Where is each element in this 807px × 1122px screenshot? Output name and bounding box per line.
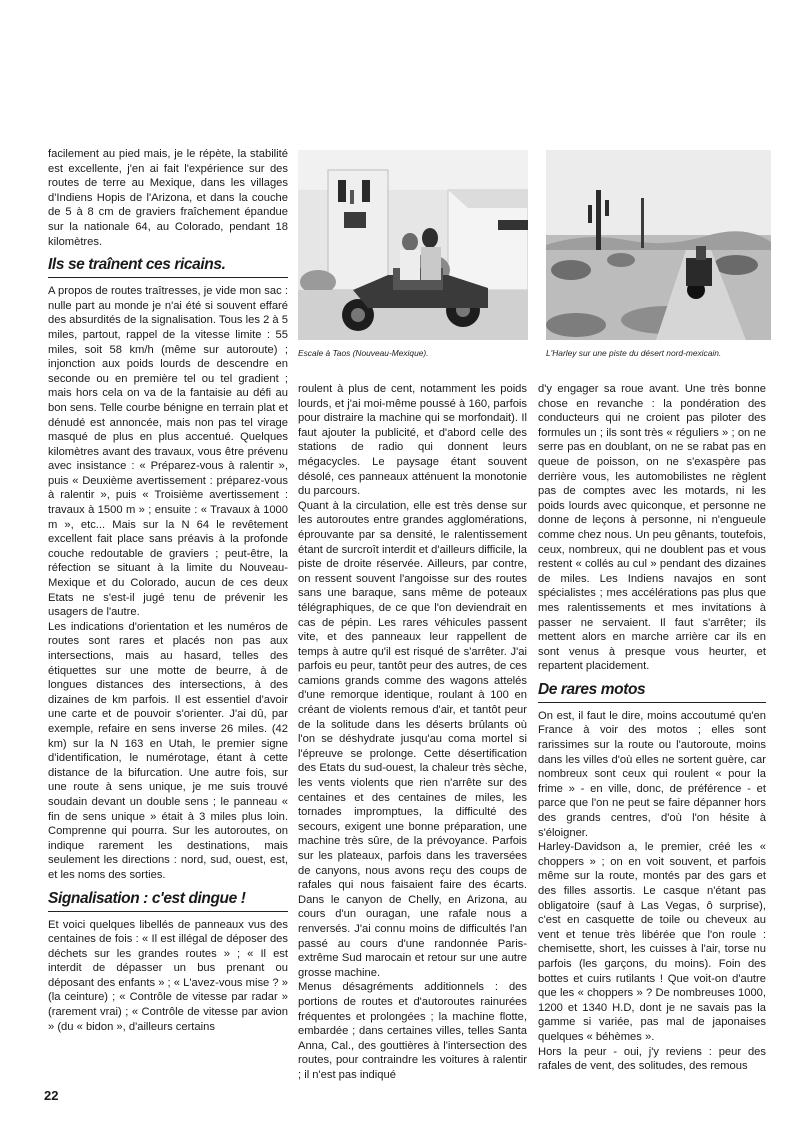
article-column-3 xyxy=(538,382,766,1074)
paragraph: facilement au pied mais, je le répète, la stabilité est excellente, j'en ai fait l'expérience sur des routes de terre au Mexique, dans les villages d'Indiens Hopis de l'Arizona, et dans la couche de 5 à 8 cm de graviers fraîchement épandue sur la nationale 64, au Colorado, pendant 18 kilomètres. xyxy=(48,148,288,248)
paragraph: Quant à la circulation, elle est très dense sur les autoroutes entre grandes agglomérations, éprouvante par sa densité, le ralentissement étant de surcroît interdit et d'ailleurs difficile, la piste de droite réservée. Ailleurs, par contre, on ressent souvent l'angoisse sur des routes sans une baraque, sans même de poteaux télégraphiques, de ce que l'on deviendrait en cas de pépin. Les rares véhicules passent vite, et des panneaux leur rappellent de temps à autre qu'il est risqué de s'arrêter. J'ai parfois eu peur, tantôt peur des autres, de ces camions grands comme des wagons attelés d'une remorque identique, roulant à 100 en créant de violents remous d'air, et tantôt peur de la solitude dans les déserts brûlants où l'on se déshydrate jusqu'au coma mortel si l'épreuve se prolonge. Cette désertification des Etats du sud-ouest, la chaleur très sèche, les vents violents que rien n'arrête sur des centaines et des centaines de miles, les tornades impromptues, la difficulté des secours, exigent une bonne préparation, une machine très sûre, de la prévoyance. Parfois sur les plateaux, parfois dans les traversées de canyons, nous avons reçu des coups de rafales qui nous faisaient faire des écarts. Dans le canyon de Chelly, en Arizona, au cours d'un ouragan, une rafale nous a renversés. J'ai connu moins de difficultés l'an passé au cours d'une randonnée Paris-extrême Sud marocain et retour sur une autre grosse machine. xyxy=(298,499,527,979)
paragraph: Les indications d'orientation et les numéros de routes sont rares et placés non pas aux intersections, mais au hasard, telles des étiquettes sur une motte de beurre, à de longues distances des intersections, à des dizaines de km parfois. Il est essentiel d'avoir une carte et de pouvoir s'orienter. J'ai dû, par exemple, refaire en sens inverse 26 miles. (42 km) sur la N 163 en Utah, le premier signe d'identification, le numérotage, étant à cette distance de la bifurcation. Une autre fois, sur une route à sens unique, je me suis trouvé soudain devant un double sens ; le panneau « fin de sens unique » était à 3 miles plus loin. Comprenne qui pourra. Sur les autoroutes, on indique rarement les destinations, mais seulement les directions : nord, sud, ouest, est, et les noms des sorties. xyxy=(48,620,288,881)
paragraph: roulent à plus de cent, notamment les poids lourds, et j'ai moi-même poussé à 160, parfois pour distraire la machine qui se morfondait). Il faut ajouter la publicité, et d'abord celle des stations de radio qui donnent leurs mégacycles. Le paysage étant souvent désolé, ces panneaux atténuent la monotonie du parcours. xyxy=(298,383,527,498)
photo-taos xyxy=(298,150,528,340)
paragraph: Hors la peur - oui, j'y reviens : peur des rafales de vent, des solitudes, des remous xyxy=(538,1045,766,1073)
section-heading: De rares motos xyxy=(538,681,766,703)
paragraph: A propos de routes traîtresses, je vide mon sac : nulle part au monde je n'ai été si souvent effaré des absurdités de la signalisation. Tous les 2 à 5 miles, partout, rappel de la vitesse limite : 55 miles, soit 58 km/h (même sur autoroute) ; injonction aux poids lourds de descendre en seconde ou en première tel ou tel gradient ; mais hors cela on va de la fantaisie au défi au bon sens. Telle courbe bénigne en terrain plat et dénudé est annoncée, mais non pas tel virage masqué de plus en plus accentué. Quelques kilomètres avant des travaux, vous être prévenu avec insistance : « Préparez-vous à ralentir », puis « Deuxième avertissement : préparez-vous à ralentir », puis « Troisième avertissement : travaux à 1500 m » ; ensuite : « Travaux à 1000 m », etc... Mais sur la N 64 le revêtement excellent fait place sans préavis à la profonde couche redoutable de graviers ; peut-être, la réfection se situant à la limite du Nouveau-Mexique et du Colorado, aucun de ces deux Etats ne s'est-il jugé tenu de prévenir les usagers de l'autre. xyxy=(48,285,288,619)
paragraph: Et voici quelques libellés de panneaux vus des centaines de fois : « Il est illégal de déposer des déchets sur les grandes routes » ; « Il est interdit de dépasser un bus prenant ou déposant des enfants » ; « L'avez-vous mise ? » (la ceinture) ; « Contrôle de vitesse par radar » (rarement vrai) ; « Contrôle de vitesse par avion » (du « bidon », d'ailleurs certains xyxy=(48,918,288,1033)
paragraph: Harley-Davidson a, le premier, créé les « choppers » ; on en voit souvent, et parfois même sur la route, montés par des gars et des filles assortis. Le casque n'étant pas obligatoire (sauf à Las Vegas, ô surprise), c'est en casquette de toile ou cheveux au vent et tenue très libérée que l'on roule : chemisette, short, les cuisses à l'air, torse nu parfois (les garçons, du moins). Foin des bottes et cuirs rutilants ! Que voit-on d'autre que les « choppers » ? De nombreuses 1000, 1200 et 1340 H.D, dont je ne savais pas la gamme si variée, pas mal de japonaises quelques « béhèmes ». xyxy=(538,841,766,1043)
section-heading: Signalisation : c'est dingue ! xyxy=(48,890,288,912)
page-number: 22 xyxy=(44,1088,59,1103)
paragraph: On est, il faut le dire, moins accoutumé qu'en France à voir des motos ; elles sont rarissimes sur la route ou l'autoroute, moins dans les villes d'où elles ne sortent guère, car nombreux sont ceux qui roulent « pour la frime » - en ville, donc, de préférence - et parce que l'on ne peut se faire dépanner hors des grands centres, d'où l'on hésite à s'éloigner. xyxy=(538,709,766,839)
photo-caption-taos: Escale à Taos (Nouveau-Mexique). xyxy=(298,348,429,358)
photo-desert xyxy=(546,150,771,340)
article-column-1 xyxy=(48,147,288,1034)
paragraph: Menus désagréments additionnels : des portions de routes et d'autoroutes rainurées fréquentes et prolongées ; la machine flotte, embardée ; dans certaines villes, telles Santa Anna, Cal., des gouttières à l'intersection des routes, pour contraindre les voitures à ralentir ; il n'est pas indiqué xyxy=(298,981,527,1081)
article-column-2 xyxy=(298,382,527,1083)
section-heading: Ils se traînent ces ricains. xyxy=(48,256,288,278)
photo-caption-desert: L'Harley sur une piste du désert nord-mexicain. xyxy=(546,348,722,358)
paragraph: d'y engager sa roue avant. Une très bonne chose en revanche : la pondération des conducteurs qui ne croient pas piloter des formules un ; ils sont très « réguliers » ; on ne serre pas en doublant, on ne se rabat pas en queue de poisson, on ne s'exaspère pas derrière vous, les automobilistes ne règlent pas de comptes avec les motards, ni les poids lourds avec quiconque, et personne ne donne de leçons à personne, ni n'engueule comme chez nous. Un peu gênants, toutefois, ceux, nombreux, qui ne doublent pas et vous restent « collés au cul » pendant des dizaines de miles. Les Indiens navajos en sont spécialistes ; mes accélérations pas plus que mes ralentissements et mes invitations à passer ne servaient. Il faut s'arrêter; ils mettent alors en marche arrière car ils en sont venus à presque vous heurter, et repartent placidement. xyxy=(538,383,766,673)
